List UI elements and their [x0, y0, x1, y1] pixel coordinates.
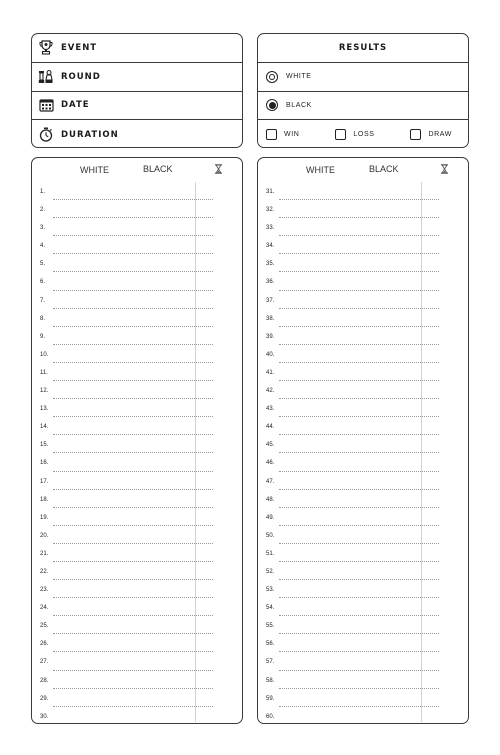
move-number: 25. — [40, 623, 49, 630]
move-number: 44. — [266, 424, 275, 431]
move-number: 49. — [266, 514, 275, 521]
move-row[interactable] — [258, 691, 468, 709]
white-radio[interactable] — [266, 71, 278, 83]
sheet-header — [258, 158, 468, 182]
move-row[interactable] — [258, 256, 468, 274]
move-entry-line[interactable] — [279, 525, 439, 526]
move-entry-line[interactable] — [279, 670, 439, 671]
move-sheet-left — [31, 157, 243, 724]
draw-checkbox[interactable] — [410, 129, 421, 140]
move-number: 41. — [266, 369, 275, 376]
game-info-panel — [31, 33, 243, 148]
move-list-right — [258, 184, 468, 724]
trophy-icon — [38, 40, 54, 56]
move-number: 48. — [266, 496, 275, 503]
move-entry-line[interactable] — [279, 326, 439, 327]
move-entry-line[interactable] — [279, 579, 439, 580]
move-row[interactable] — [32, 220, 242, 238]
move-entry-line[interactable] — [53, 398, 213, 399]
move-number: 46. — [266, 460, 275, 467]
white-column-header: WHITE — [80, 165, 109, 175]
draw-option[interactable] — [410, 129, 452, 140]
move-number: 40. — [266, 351, 275, 358]
move-row[interactable] — [32, 673, 242, 691]
move-row[interactable] — [258, 474, 468, 492]
move-row[interactable] — [32, 636, 242, 654]
move-number: 21. — [40, 550, 49, 557]
move-row[interactable] — [258, 293, 468, 311]
move-entry-line[interactable] — [279, 290, 439, 291]
move-number: 54. — [266, 605, 275, 612]
move-row[interactable] — [32, 437, 242, 455]
move-row[interactable] — [32, 184, 242, 202]
move-entry-line[interactable] — [279, 434, 439, 435]
move-number: 13. — [40, 406, 49, 413]
move-number: 52. — [266, 568, 275, 575]
move-entry-line[interactable] — [279, 380, 439, 381]
stopwatch-icon — [38, 127, 54, 143]
move-entry-line[interactable] — [53, 579, 213, 580]
move-number: 38. — [266, 315, 275, 322]
move-row[interactable] — [258, 528, 468, 546]
move-number: 8. — [40, 315, 46, 322]
move-entry-line[interactable] — [53, 290, 213, 291]
move-row[interactable] — [258, 618, 468, 636]
move-entry-line[interactable] — [279, 217, 439, 218]
move-number: 27. — [40, 659, 49, 666]
move-number: 14. — [40, 424, 49, 431]
move-entry-line[interactable] — [279, 507, 439, 508]
move-number: 58. — [266, 677, 275, 684]
move-number: 31. — [266, 189, 275, 195]
move-number: 7. — [40, 297, 46, 304]
move-row[interactable] — [32, 401, 242, 419]
move-number: 29. — [40, 695, 49, 702]
move-number: 39. — [266, 333, 275, 340]
move-entry-line[interactable] — [53, 489, 213, 490]
move-sheet-right — [257, 157, 469, 724]
hourglass-icon — [440, 164, 449, 174]
move-number: 20. — [40, 532, 49, 539]
move-number: 57. — [266, 659, 275, 666]
move-row[interactable] — [258, 202, 468, 220]
move-number: 24. — [40, 605, 49, 612]
move-row[interactable] — [32, 510, 242, 528]
duration-label: DURATION — [61, 129, 119, 140]
hourglass-icon — [214, 164, 223, 174]
move-number: 15. — [40, 442, 49, 449]
move-row[interactable] — [32, 202, 242, 220]
move-row[interactable] — [258, 419, 468, 437]
move-entry-line[interactable] — [53, 362, 213, 363]
move-number: 1. — [40, 189, 46, 195]
move-row[interactable] — [258, 329, 468, 347]
move-number: 37. — [266, 297, 275, 304]
move-number: 56. — [266, 641, 275, 648]
event-label: EVENT — [61, 42, 98, 53]
move-number: 43. — [266, 406, 275, 413]
move-row[interactable] — [32, 709, 242, 724]
move-row[interactable] — [258, 311, 468, 329]
white-column-header: WHITE — [306, 165, 335, 175]
loss-option[interactable] — [335, 129, 374, 140]
black-column-header: BLACK — [143, 164, 173, 174]
move-number: 32. — [266, 207, 275, 214]
move-number: 26. — [40, 641, 49, 648]
move-number: 35. — [266, 261, 275, 268]
move-entry-line[interactable] — [53, 615, 213, 616]
move-number: 51. — [266, 550, 275, 557]
move-number: 47. — [266, 478, 275, 485]
move-number: 4. — [40, 243, 46, 250]
move-row[interactable] — [258, 600, 468, 618]
move-entry-line[interactable] — [279, 452, 439, 453]
move-number: 45. — [266, 442, 275, 449]
move-row[interactable] — [32, 492, 242, 510]
sheet-header — [32, 158, 242, 182]
move-entry-line[interactable] — [53, 434, 213, 435]
move-number: 9. — [40, 333, 46, 340]
move-entry-line[interactable] — [53, 670, 213, 671]
move-number: 5. — [40, 261, 46, 268]
win-checkbox[interactable] — [266, 129, 277, 140]
move-row[interactable] — [258, 184, 468, 202]
move-row[interactable] — [258, 546, 468, 564]
move-row[interactable] — [258, 709, 468, 724]
move-row[interactable] — [32, 546, 242, 564]
calendar-icon — [38, 97, 54, 113]
outcome-options — [258, 120, 468, 148]
results-title: RESULTS — [258, 34, 468, 63]
move-entry-line[interactable] — [53, 271, 213, 272]
move-row[interactable] — [32, 455, 242, 473]
move-entry-line[interactable] — [279, 615, 439, 616]
move-number: 22. — [40, 568, 49, 575]
black-label: BLACK — [286, 101, 312, 109]
move-entry-line[interactable] — [279, 308, 439, 309]
move-entry-line[interactable] — [279, 706, 439, 707]
move-number: 11. — [40, 369, 48, 376]
move-entry-line[interactable] — [53, 326, 213, 327]
results-panel — [257, 33, 469, 148]
move-row[interactable] — [32, 419, 242, 437]
duration-field[interactable] — [32, 120, 242, 148]
move-entry-line[interactable] — [53, 308, 213, 309]
move-number: 53. — [266, 587, 275, 594]
move-number: 36. — [266, 279, 275, 286]
round-label: ROUND — [61, 71, 101, 82]
move-entry-line[interactable] — [53, 416, 213, 417]
move-row[interactable] — [258, 347, 468, 365]
move-row[interactable] — [258, 636, 468, 654]
move-entry-line[interactable] — [279, 561, 439, 562]
move-row[interactable] — [32, 311, 242, 329]
move-row[interactable] — [32, 274, 242, 292]
move-row[interactable] — [258, 238, 468, 256]
move-number: 23. — [40, 587, 49, 594]
move-row[interactable] — [32, 582, 242, 600]
black-option[interactable] — [258, 92, 468, 121]
move-list-left — [32, 184, 242, 724]
move-row[interactable] — [32, 528, 242, 546]
move-row[interactable] — [32, 564, 242, 582]
move-entry-line[interactable] — [53, 380, 213, 381]
move-entry-line[interactable] — [53, 344, 213, 345]
black-radio[interactable] — [266, 99, 278, 111]
move-row[interactable] — [258, 365, 468, 383]
move-row[interactable] — [32, 691, 242, 709]
move-entry-line[interactable] — [279, 271, 439, 272]
move-row[interactable] — [258, 383, 468, 401]
move-row[interactable] — [258, 220, 468, 238]
move-entry-line[interactable] — [279, 543, 439, 544]
move-entry-line[interactable] — [279, 633, 439, 634]
move-row[interactable] — [258, 510, 468, 528]
move-row[interactable] — [32, 238, 242, 256]
move-row[interactable] — [32, 474, 242, 492]
move-entry-line[interactable] — [279, 688, 439, 689]
move-entry-line[interactable] — [53, 706, 213, 707]
move-row[interactable] — [258, 455, 468, 473]
move-row[interactable] — [258, 654, 468, 672]
move-entry-line[interactable] — [53, 217, 213, 218]
move-entry-line[interactable] — [53, 597, 213, 598]
move-entry-line[interactable] — [53, 633, 213, 634]
move-entry-line[interactable] — [53, 525, 213, 526]
event-field[interactable] — [32, 34, 242, 63]
move-row[interactable] — [32, 365, 242, 383]
move-entry-line[interactable] — [53, 507, 213, 508]
move-row[interactable] — [32, 347, 242, 365]
move-number: 30. — [40, 713, 49, 720]
move-number: 2. — [40, 207, 46, 214]
loss-checkbox[interactable] — [335, 129, 346, 140]
move-entry-line[interactable] — [279, 362, 439, 363]
move-entry-line[interactable] — [279, 416, 439, 417]
move-row[interactable] — [258, 673, 468, 691]
move-entry-line[interactable] — [279, 489, 439, 490]
move-entry-line[interactable] — [53, 688, 213, 689]
white-option[interactable] — [258, 63, 468, 92]
move-entry-line[interactable] — [279, 253, 439, 254]
date-field[interactable] — [32, 92, 242, 121]
move-row[interactable] — [258, 274, 468, 292]
round-field[interactable] — [32, 63, 242, 92]
move-entry-line[interactable] — [279, 398, 439, 399]
move-number: 10. — [40, 351, 49, 358]
move-entry-line[interactable] — [279, 344, 439, 345]
move-number: 18. — [40, 496, 49, 503]
move-number: 34. — [266, 243, 275, 250]
white-label: WHITE — [286, 73, 312, 81]
move-entry-line[interactable] — [279, 651, 439, 652]
move-number: 60. — [266, 713, 275, 720]
move-entry-line[interactable] — [53, 199, 213, 200]
move-entry-line[interactable] — [53, 651, 213, 652]
move-number: 42. — [266, 388, 275, 395]
move-number: 6. — [40, 279, 46, 286]
move-number: 16. — [40, 460, 49, 467]
move-row[interactable] — [32, 256, 242, 274]
move-row[interactable] — [32, 618, 242, 636]
move-entry-line[interactable] — [53, 452, 213, 453]
move-number: 17. — [40, 478, 49, 485]
move-row[interactable] — [258, 437, 468, 455]
move-entry-line[interactable] — [279, 597, 439, 598]
win-option[interactable] — [266, 129, 299, 140]
move-entry-line[interactable] — [53, 561, 213, 562]
win-label: WIN — [284, 131, 300, 139]
move-row[interactable] — [32, 600, 242, 618]
move-number: 19. — [40, 514, 49, 521]
black-column-header: BLACK — [369, 164, 399, 174]
draw-label: DRAW — [428, 131, 452, 139]
move-entry-line[interactable] — [53, 471, 213, 472]
move-row[interactable] — [258, 401, 468, 419]
move-row[interactable] — [258, 492, 468, 510]
move-entry-line[interactable] — [53, 235, 213, 236]
move-number: 33. — [266, 225, 275, 232]
move-number: 55. — [266, 623, 275, 630]
move-number: 3. — [40, 225, 46, 232]
move-number: 28. — [40, 677, 49, 684]
move-number: 12. — [40, 388, 49, 395]
loss-label: LOSS — [353, 131, 375, 139]
chess-pieces-icon — [38, 69, 54, 85]
move-row[interactable] — [258, 582, 468, 600]
move-row[interactable] — [32, 654, 242, 672]
move-number: 59. — [266, 695, 275, 702]
move-entry-line[interactable] — [279, 235, 439, 236]
move-row[interactable] — [258, 564, 468, 582]
move-entry-line[interactable] — [279, 471, 439, 472]
move-number: 50. — [266, 532, 275, 539]
move-row[interactable] — [32, 293, 242, 311]
date-label: DATE — [61, 100, 90, 111]
move-entry-line[interactable] — [53, 253, 213, 254]
move-entry-line[interactable] — [53, 543, 213, 544]
move-entry-line[interactable] — [279, 199, 439, 200]
move-row[interactable] — [32, 383, 242, 401]
move-row[interactable] — [32, 329, 242, 347]
